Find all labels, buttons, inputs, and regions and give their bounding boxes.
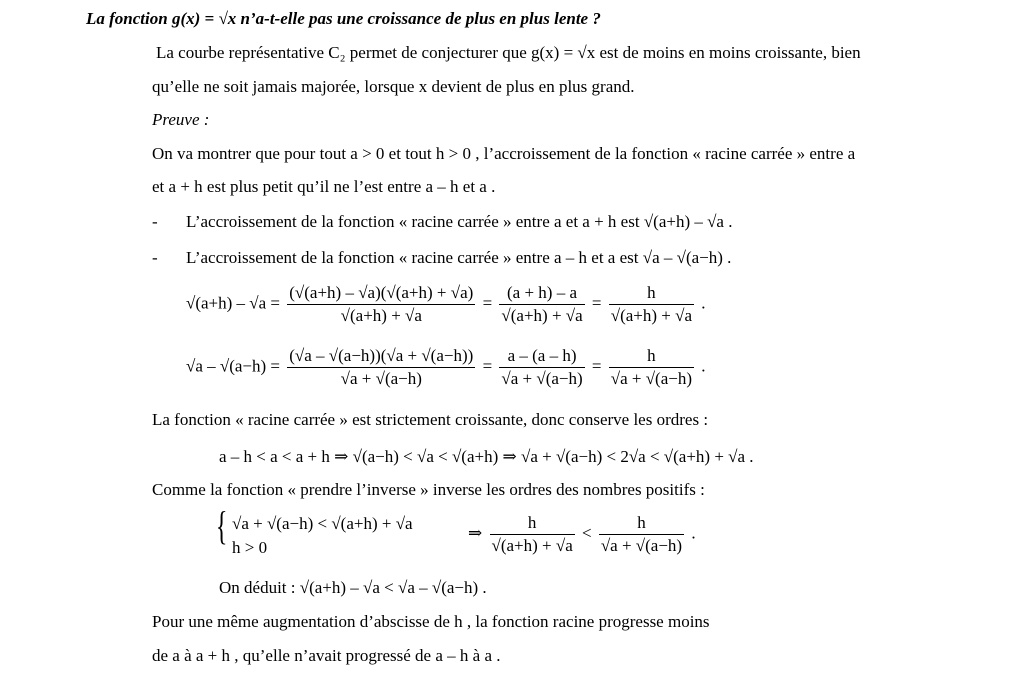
system-rhs — [468, 513, 696, 556]
preuve-label: Preuve : — [152, 110, 210, 129]
intro-line-2: qu’elle ne soit jamais majorée, lorsque x devient de plus en plus grand. — [152, 77, 635, 96]
eq1-fraction-1 — [287, 283, 475, 326]
system-line-1: √a + √(a−h) < √(a+h) + √a — [232, 514, 413, 533]
system-end: . — [691, 523, 696, 543]
eq1-f2-denominator: √(a+h) + √a — [501, 306, 583, 325]
deduit-line: On déduit : √(a+h) – √a < √a – √(a−h) . — [219, 578, 487, 597]
system-f2-numerator: h — [599, 513, 684, 535]
eq2-fraction-2 — [499, 346, 584, 389]
eq1-lhs: √(a+h) – √a = — [186, 293, 280, 313]
conclusion-line-1: Pour une même augmentation d’abscisse de h , la fonction racine progresse moins — [152, 612, 710, 631]
eq2-f2-denominator: √a + √(a−h) — [501, 369, 583, 388]
croissante-line: La fonction « racine carrée » est strictement croissante, donc conserve les ordres : — [152, 410, 709, 429]
eq1-fraction-2 — [499, 283, 584, 326]
ordres-line: a – h < a < a + h ⇒ √(a−h) < √a < √(a+h) ⇒ √a + √(a−h) < 2√a < √(a+h) + √a . — [219, 447, 754, 466]
eq1-end: . — [701, 293, 706, 313]
eq2-lhs: √a – √(a−h) = — [186, 356, 280, 376]
system-less-than: < — [582, 523, 592, 543]
system-fraction-2 — [599, 513, 684, 556]
eq1-f1-numerator: (√(a+h) – √a)(√(a+h) + √a) — [287, 283, 475, 305]
eq2-f1-denominator: √a + √(a−h) — [340, 369, 422, 388]
eq2-equals-2: = — [591, 356, 602, 376]
eq1-equals-2: = — [591, 293, 602, 313]
eq2-fraction-3 — [609, 346, 694, 389]
equation-2 — [186, 346, 706, 389]
left-brace: { — [215, 503, 228, 548]
bullet-dash-1: - — [152, 212, 158, 231]
eq2-f3-numerator: h — [609, 346, 694, 368]
eq2-f2-numerator: a – (a – h) — [499, 346, 584, 368]
bullet-dash-2: - — [152, 248, 158, 267]
bullet-2: L’accroissement de la fonction « racine carrée » entre a – h et a est √a – √(a−h) . — [186, 248, 732, 267]
eq1-fraction-3 — [609, 283, 694, 326]
eq2-end: . — [701, 356, 706, 376]
eq2-fraction-1 — [287, 346, 475, 389]
eq2-f1-numerator: (√a – √(a−h))(√a + √(a−h)) — [287, 346, 475, 368]
eq1-f3-numerator: h — [609, 283, 694, 305]
inverse-line: Comme la fonction « prendre l’inverse » inverse les ordres des nombres positifs : — [152, 480, 705, 499]
montrer-line-1: On va montrer que pour tout a > 0 et tout h > 0 , l’accroissement de la fonction « racine carrée » entre a — [152, 144, 856, 163]
bullet-1: L’accroissement de la fonction « racine carrée » entre a et a + h est √(a+h) – √a . — [186, 212, 733, 231]
system-f1-numerator: h — [490, 513, 575, 535]
montrer-line-2: et a + h est plus petit qu’il ne l’est entre a – h et a . — [152, 177, 496, 196]
system-fraction-1 — [490, 513, 575, 556]
eq1-equals-1: = — [482, 293, 493, 313]
system-f1-denominator: √(a+h) + √a — [491, 536, 573, 555]
eq1-f2-numerator: (a + h) – a — [499, 283, 584, 305]
system-line-2: h > 0 — [232, 538, 268, 557]
eq1-f1-denominator: √(a+h) + √a — [340, 306, 422, 325]
implies-symbol: ⇒ — [468, 523, 483, 543]
intro-line-1: La courbe représentative C₂ permet de conjecturer que g(x) = √x est de moins en moins croissante, bien — [156, 43, 861, 62]
eq2-f3-denominator: √a + √(a−h) — [610, 369, 692, 388]
conclusion-line-2: de a à a + h , qu’elle n’avait progressé de a – h à a . — [152, 646, 501, 665]
system-f2-denominator: √a + √(a−h) — [600, 536, 683, 555]
eq2-equals-1: = — [482, 356, 493, 376]
equation-1 — [186, 283, 706, 326]
eq1-f3-denominator: √(a+h) + √a — [610, 306, 692, 325]
page-title: La fonction g(x) = √x n’a-t-elle pas une croissance de plus en plus lente ? — [86, 9, 601, 28]
